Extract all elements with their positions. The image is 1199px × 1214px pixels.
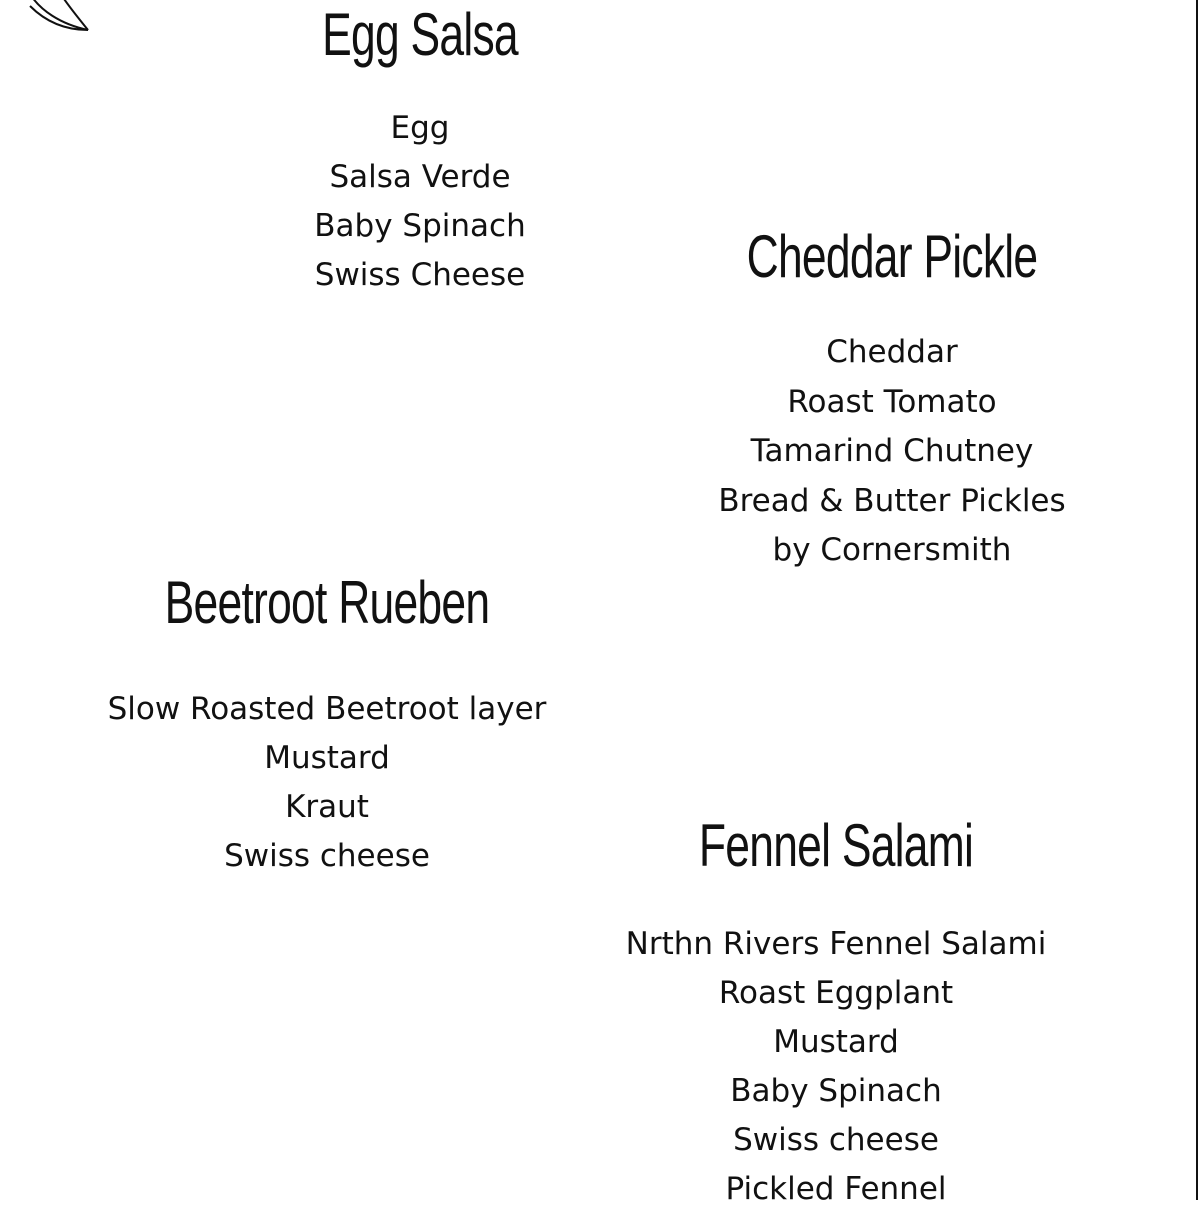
ingredient: Cheddar [826, 334, 958, 370]
ingredient: Bread & Butter Pickles [718, 482, 1066, 519]
ingredient: Baby Spinach [730, 1073, 942, 1109]
menu-item-title: Fennel Salami [698, 812, 974, 879]
ingredient: Swiss cheese [224, 838, 430, 874]
ingredient: by Cornersmith [772, 532, 1012, 568]
menu-item-title: Beetroot Rueben [164, 569, 490, 636]
ingredient: Mustard [264, 740, 390, 776]
menu-item-title: Egg Salsa [322, 1, 518, 68]
menu-item-beetroot-rueben [77, 568, 577, 881]
ingredient: Egg [390, 110, 450, 146]
ingredient: Mustard [773, 1024, 899, 1060]
ingredient: Slow Roasted Beetroot layer [107, 691, 547, 727]
ingredient: Pickled Fennel [725, 1171, 947, 1207]
menu-item-title: Cheddar Pickle [746, 223, 1038, 290]
menu-item-egg-salsa [230, 0, 610, 300]
ingredient-list [657, 328, 1127, 576]
ingredient: Baby Spinach [314, 208, 526, 244]
ingredient: Roast Eggplant [718, 975, 954, 1011]
ingredient: Nrthn Rivers Fennel Salami [625, 926, 1047, 962]
leaf-illustration-icon [0, 0, 100, 40]
ingredient: Roast Tomato [787, 383, 997, 420]
page-border-right [1196, 0, 1198, 1200]
ingredient: Swiss Cheese [314, 257, 526, 293]
ingredient: Tamarind Chutney [750, 433, 1034, 469]
ingredient: Kraut [285, 789, 369, 825]
menu-item-fennel-salami [606, 811, 1066, 1214]
ingredient: Salsa Verde [329, 159, 511, 195]
ingredient-list [606, 920, 1066, 1214]
ingredient: Swiss cheese [733, 1122, 939, 1158]
ingredient-list [230, 104, 610, 300]
ingredient-list [77, 685, 577, 881]
menu-item-cheddar-pickle [657, 222, 1127, 576]
